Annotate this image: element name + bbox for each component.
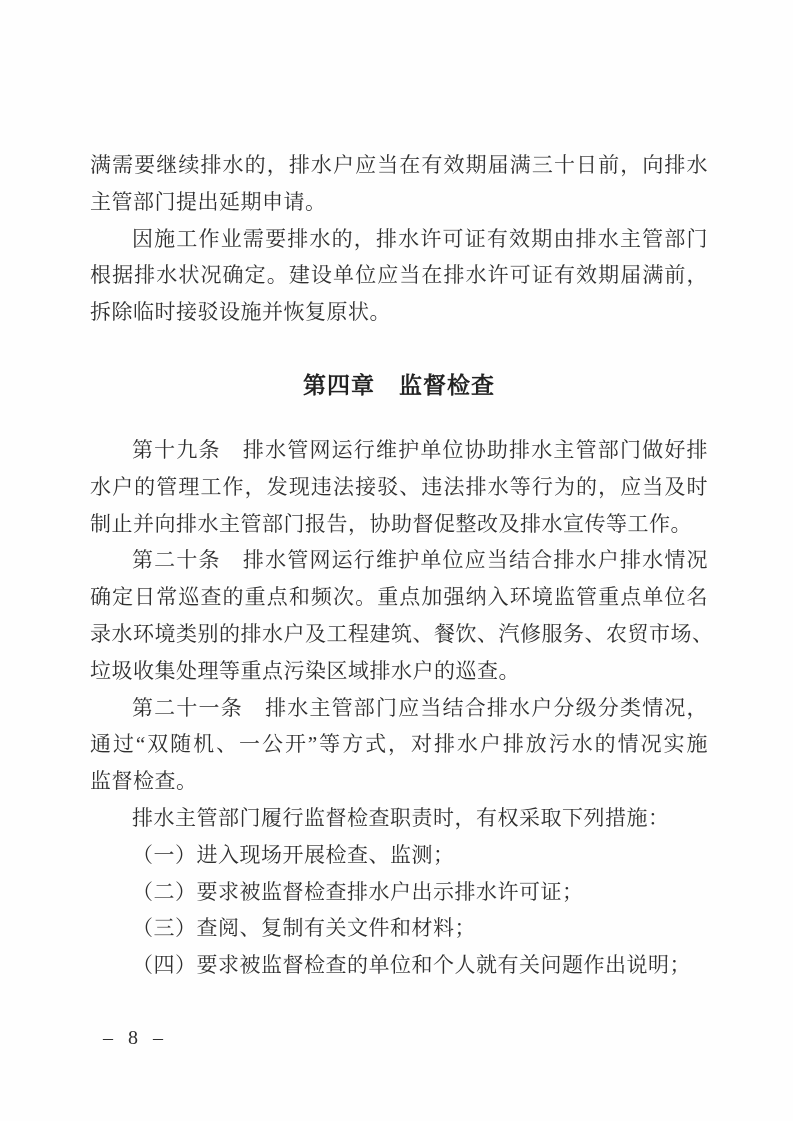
document-content xyxy=(90,0,714,984)
paragraph-construction-drainage xyxy=(90,221,708,331)
text-line: 第十九条 排水管网运行维护单位协助排水主管部门做好排 xyxy=(132,437,708,462)
text-line: 确定日常巡查的重点和频次。重点加强纳入环境监管重点单位名 xyxy=(90,585,708,610)
text-line: 监督检查。 xyxy=(90,769,198,794)
text-line: 制止并向排水主管部门报告，协助督促整改及排水宣传等工作。 xyxy=(90,511,692,536)
text-line: 主管部门提出延期申请。 xyxy=(90,189,327,214)
list-item: （二）要求被监督检查排水户出示排水许可证； xyxy=(132,879,584,904)
text-line: 通过“双随机、一公开”等方式，对排水户排放污水的情况实施 xyxy=(90,732,708,757)
paragraph-measures-intro xyxy=(90,800,708,837)
text-line: 水户的管理工作，发现违法接驳、违法排水等行为的，应当及时 xyxy=(90,474,708,499)
paragraph-article-21 xyxy=(90,690,708,800)
page-number: – 8 – xyxy=(103,1027,168,1049)
list-measures xyxy=(90,837,708,984)
text-line: 录水环境类别的排水户及工程建筑、餐饮、汽修服务、农贸市场、 xyxy=(90,621,714,646)
paragraph-renewal-continuation xyxy=(90,147,708,221)
list-item: （一）进入现场开展检查、监测； xyxy=(132,842,455,867)
text-line: 因施工作业需要排水的，排水许可证有效期由排水主管部门 xyxy=(132,226,708,251)
paragraph-article-20 xyxy=(90,542,714,689)
chapter-heading: 第四章 监督检查 xyxy=(303,371,495,398)
text-line: 排水主管部门履行监督检查职责时，有权采取下列措施： xyxy=(132,805,670,830)
list-item: （四）要求被监督检查的单位和个人就有关问题作出说明； xyxy=(132,953,691,978)
text-line: 根据排水状况确定。建设单位应当在排水许可证有效期届满前， xyxy=(90,263,708,288)
text-line: 拆除临时接驳设施并恢复原状。 xyxy=(90,300,391,325)
paragraph-article-19 xyxy=(90,432,708,542)
text-line: 满需要继续排水的，排水户应当在有效期届满三十日前，向排水 xyxy=(90,153,708,177)
text-line: 垃圾收集处理等重点污染区域排水户的巡查。 xyxy=(90,658,520,683)
list-item: （三）查阅、复制有关文件和材料； xyxy=(132,916,476,941)
text-line: 第二十一条 排水主管部门应当结合排水户分级分类情况， xyxy=(132,695,708,720)
text-line: 第二十条 排水管网运行维护单位应当结合排水户排水情况 xyxy=(132,548,708,573)
